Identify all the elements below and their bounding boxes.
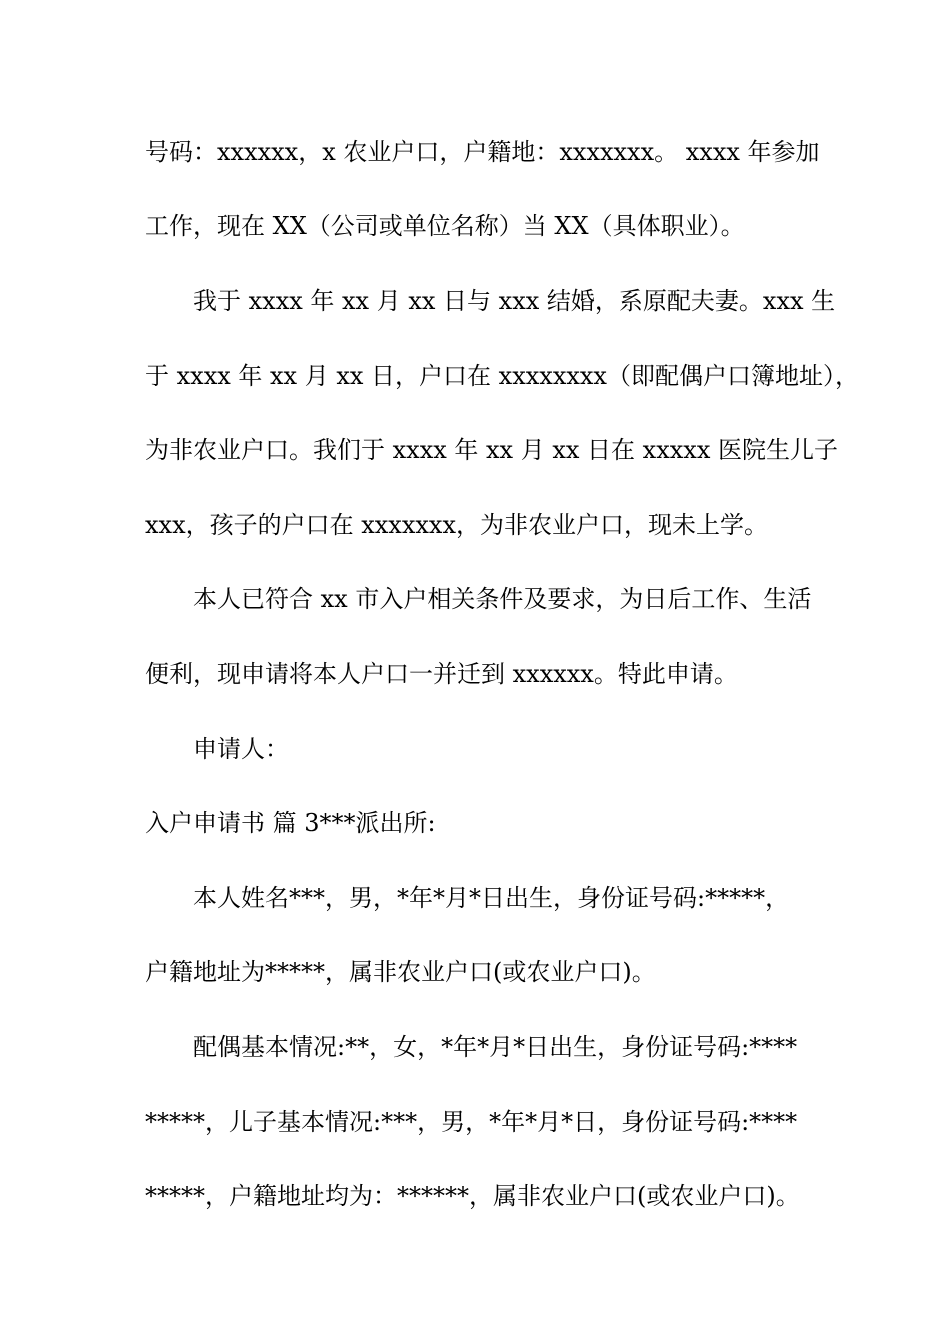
text-line-15: *****，户籍地址均为：******，属非农业户口(或农业户口)。	[145, 1182, 800, 1210]
text-line-8: 便利，现申请将本人户口一并迁到 xxxxxx。特此申请。	[145, 660, 738, 688]
text-line-13: 配偶基本情况:**，女，*年*月*日出生，身份证号码:****	[193, 1033, 798, 1061]
text-line-6: xxx，孩子的户口在 xxxxxxx，为非农业户口，现未上学。	[145, 511, 768, 539]
text-line-7: 本人已符合 xx 市入户相关条件及要求，为日后工作、生活	[193, 585, 812, 613]
text-line-2: 工作，现在 XX（公司或单位名称）当 XX（具体职业）。	[145, 212, 745, 240]
text-line-3: 我于 xxxx 年 xx 月 xx 日与 xxx 结婚，系原配夫妻。xxx 生	[193, 287, 836, 315]
text-line-4: 于 xxxx 年 xx 月 xx 日，户口在 xxxxxxxx（即配偶户口簿地址），	[145, 362, 859, 390]
text-line-5: 为非农业户口。我们于 xxxx 年 xx 月 xx 日在 xxxxx 医院生儿子	[145, 436, 838, 464]
section-heading: 入户申请书 篇 3***派出所:	[145, 809, 436, 837]
text-line-12: 户籍地址为*****，属非农业户口(或农业户口)。	[145, 958, 656, 986]
text-line-14: *****，儿子基本情况:***，男，*年*月*日，身份证号码:****	[145, 1108, 798, 1136]
text-line-11: 本人姓名***，男，*年*月*日出生，身份证号码:*****，	[193, 884, 790, 912]
applicant-label: 申请人：	[193, 735, 289, 763]
text-line-1: 号码：xxxxxx，x 农业户口，户籍地：xxxxxxx。 xxxx 年参加	[145, 138, 820, 166]
